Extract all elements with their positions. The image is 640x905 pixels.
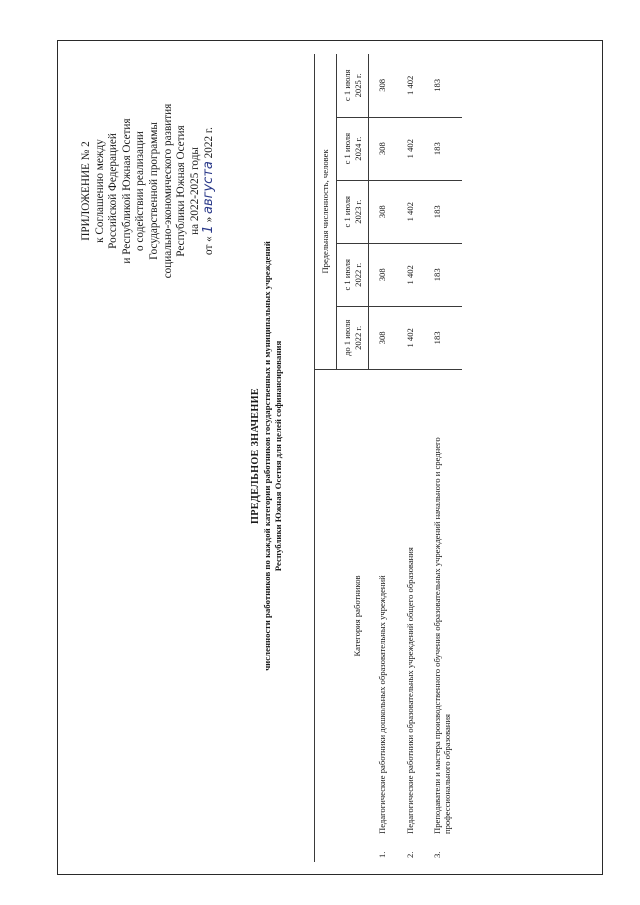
row-value: 183 xyxy=(432,331,443,345)
period-header: до 1 июля 2022 г. xyxy=(337,306,369,369)
date-suffix: 2022 г. xyxy=(203,127,216,159)
period-header: с 1 июля 2025 г. xyxy=(337,54,369,117)
header-line: социально-экономического развития xyxy=(161,103,174,279)
period-header: с 1 июля 2024 г. xyxy=(337,117,369,180)
row-value: 1 402 xyxy=(397,243,424,306)
header-line: на 2022-2025 годы xyxy=(188,147,201,235)
row-value: 308 xyxy=(369,117,397,180)
date-day-handwritten: 1 xyxy=(201,225,217,234)
row-value: 1 402 xyxy=(397,180,424,243)
period-header: с 1 июля 2023 г. xyxy=(337,180,369,243)
row-value: 1 402 xyxy=(404,328,415,348)
row-value: 1 402 xyxy=(397,54,424,117)
header-line: Российской Федерацией xyxy=(107,133,120,249)
row-value: 308 xyxy=(369,54,397,117)
row-number: 1. xyxy=(376,851,387,858)
title-subtitle-line1: численности работников по каждой категории работников государственных и муниципальных учреждений xyxy=(262,241,272,671)
header-line: ПРИЛОЖЕНИЕ № 2 xyxy=(80,141,92,241)
date-prefix: от « xyxy=(203,236,216,255)
rotated-page-content xyxy=(58,41,604,876)
limit-group-header: Предельная численность, человек xyxy=(315,54,337,369)
table-row xyxy=(397,54,424,862)
appendix-header xyxy=(80,61,217,321)
row-value: 308 xyxy=(369,180,397,243)
date-month-handwritten: августа xyxy=(201,161,217,214)
document-title xyxy=(250,156,284,756)
row-value: 183 xyxy=(424,180,462,243)
category-column-header: Категория работников xyxy=(315,369,369,862)
row-number: 2. xyxy=(404,851,415,858)
period-header: с 1 июля 2022 г. xyxy=(337,243,369,306)
row-value: 183 xyxy=(424,117,462,180)
row-value: 183 xyxy=(424,54,462,117)
header-line: Республики Южная Осетия xyxy=(175,125,188,257)
title-main: ПРЕДЕЛЬНОЕ ЗНАЧЕНИЕ xyxy=(250,388,261,524)
row-category: Педагогические работники образовательных учреждений общего образования xyxy=(397,369,424,838)
row-category: Педагогические работники дошкольных образовательных учреждений xyxy=(369,369,397,838)
table-row xyxy=(369,54,397,862)
header-date-line xyxy=(202,61,217,321)
row-value: 308 xyxy=(369,243,397,306)
table-row xyxy=(424,54,462,862)
row-value: 308 xyxy=(377,331,388,345)
row-value: 1 402 xyxy=(397,117,424,180)
header-line: к Соглашению между xyxy=(93,139,106,243)
row-value: 183 xyxy=(424,243,462,306)
header-line: Государственной программы xyxy=(147,122,160,260)
row-number: 3. xyxy=(432,851,443,858)
title-subtitle-line2: Республики Южная Осетия для целей софинансирования xyxy=(273,340,283,572)
page-frame xyxy=(57,40,603,875)
header-line: о содействии реализации xyxy=(134,131,147,251)
header-line: и Республикой Южная Осетия xyxy=(120,118,133,264)
date-mid: » xyxy=(203,216,216,223)
headcount-table xyxy=(314,54,462,862)
row-category: Преподаватели и мастера производственного обучения образовательных учреждений начального и среднего профессионального образования xyxy=(424,369,462,838)
